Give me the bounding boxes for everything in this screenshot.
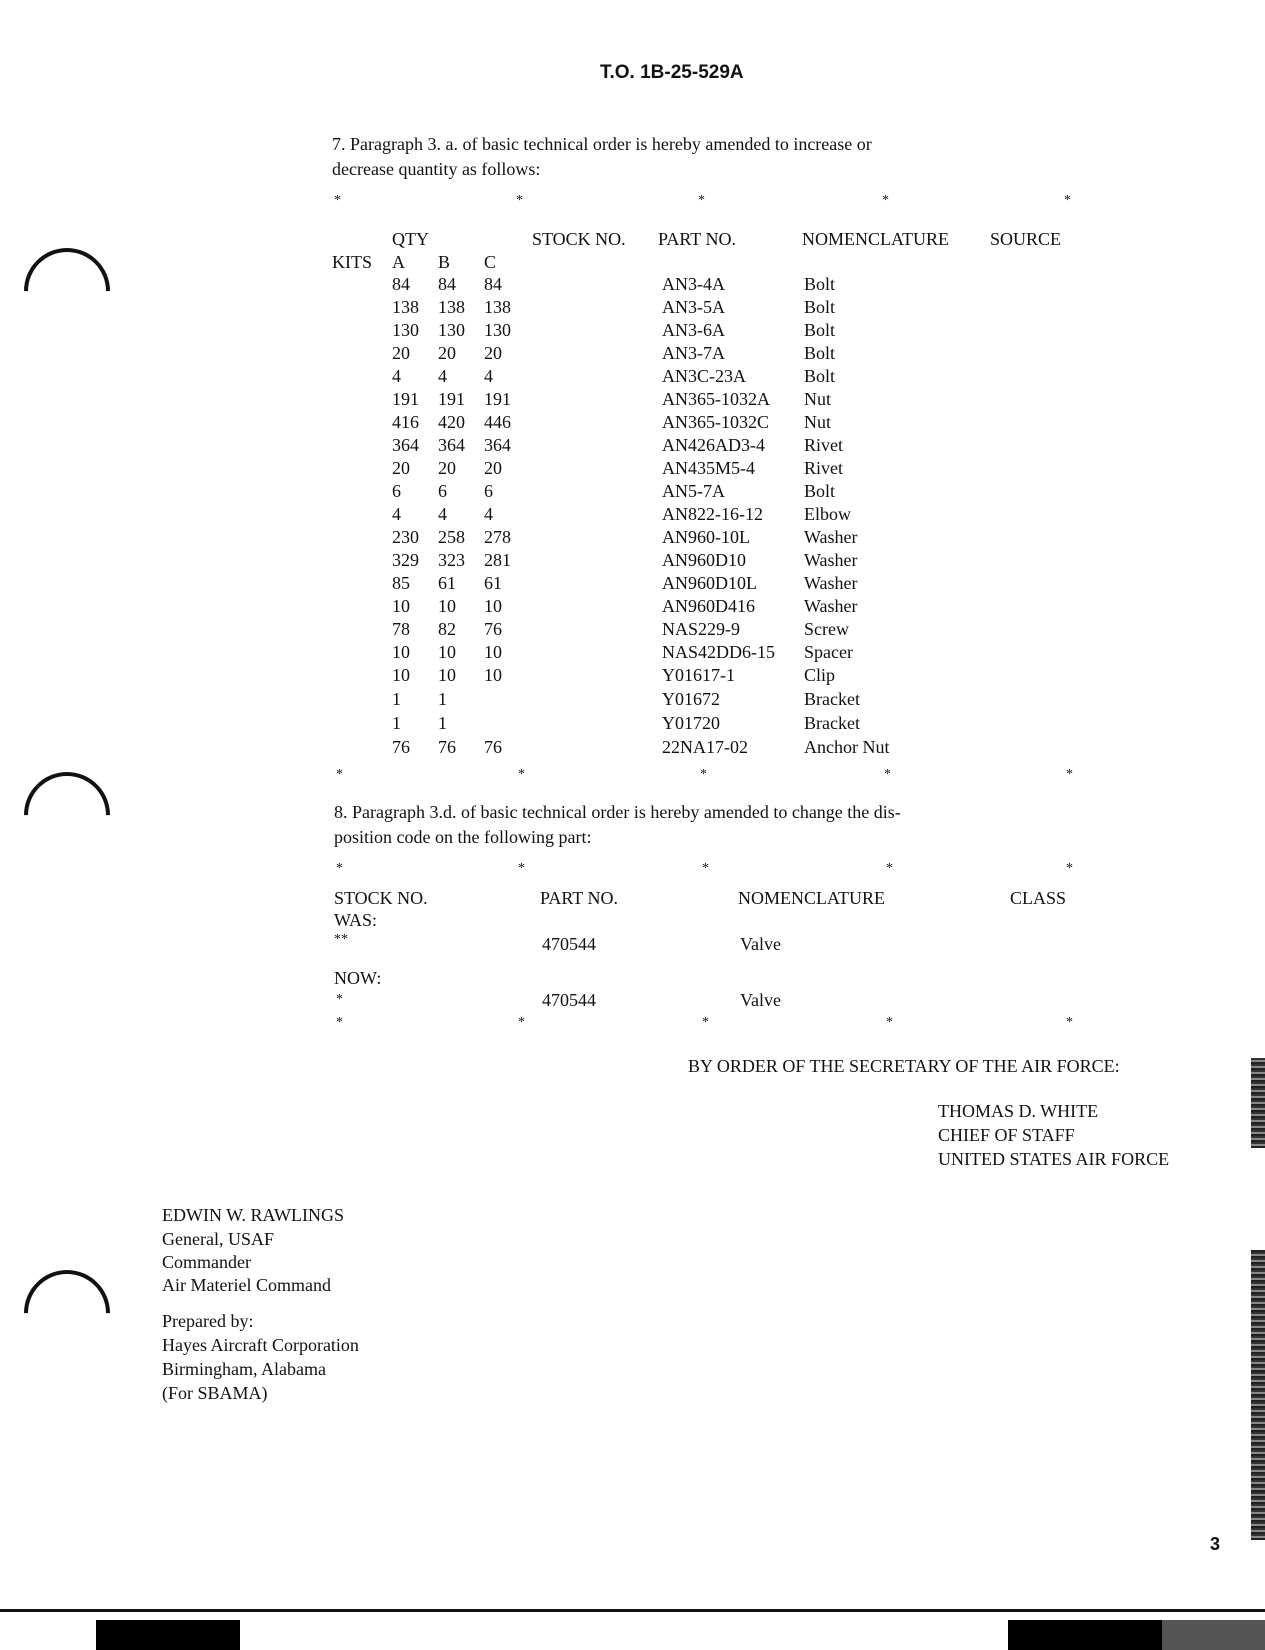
- was-stock-no: **: [334, 932, 348, 947]
- cell-nomenclature: Rivet: [804, 458, 843, 478]
- scan-edge-bar: [1008, 1620, 1265, 1650]
- cell-part-no: AN960D10L: [662, 573, 757, 593]
- cell-qty-b: 76: [438, 737, 456, 757]
- cell-part-no: AN435M5-4: [662, 458, 755, 478]
- cell-qty-a: 1: [392, 689, 401, 709]
- now-stock-no: *: [336, 992, 343, 1007]
- cell-qty-a: 84: [392, 274, 410, 294]
- omission-star: *: [336, 861, 343, 876]
- cell-qty-b: 82: [438, 619, 456, 639]
- omission-star: *: [886, 861, 893, 876]
- omission-star: *: [518, 767, 525, 782]
- cell-qty-a: 10: [392, 642, 410, 662]
- cell-qty-b: 1: [438, 689, 447, 709]
- cell-nomenclature: Bolt: [804, 366, 836, 386]
- cell-part-no: AN5-7A: [662, 481, 725, 501]
- header-stock-no: STOCK NO.: [532, 229, 626, 249]
- cell-qty-b: 323: [438, 550, 465, 570]
- was-part-no: 470544: [542, 934, 596, 954]
- omission-star: *: [518, 861, 525, 876]
- cell-qty-c: 10: [484, 642, 502, 662]
- cell-qty-b: 10: [438, 642, 456, 662]
- cell-nomenclature: Nut: [804, 389, 831, 409]
- cell-qty-a: 416: [392, 412, 419, 432]
- cell-nomenclature: Bolt: [804, 320, 836, 340]
- cell-qty-b: 4: [438, 504, 447, 524]
- chief-name: THOMAS D. WHITE: [938, 1101, 1099, 1121]
- cell-qty-a: 10: [392, 596, 410, 616]
- cell-nomenclature: Bracket: [804, 713, 860, 733]
- cell-qty-b: 20: [438, 343, 456, 363]
- cell-qty-c: 278: [484, 527, 511, 547]
- cell-part-no: AN3C-23A: [662, 366, 746, 386]
- cell-part-no: AN365-1032A: [662, 389, 770, 409]
- cell-qty-a: 130: [392, 320, 419, 340]
- cell-qty-b: 191: [438, 389, 465, 409]
- prepared-label: Prepared by:: [162, 1311, 254, 1331]
- cell-nomenclature: Bolt: [804, 297, 836, 317]
- cell-part-no: AN822-16-12: [662, 504, 763, 524]
- cell-part-no: Y01720: [662, 713, 720, 733]
- by-order-line: BY ORDER OF THE SECRETARY OF THE AIR FORCE:: [688, 1056, 1120, 1076]
- official-title: Commander: [162, 1252, 251, 1272]
- binder-hole-arc: [6, 754, 128, 876]
- official-org: Air Materiel Command: [162, 1275, 331, 1295]
- cell-part-no: AN960D10: [662, 550, 746, 570]
- cell-qty-b: 1: [438, 713, 447, 733]
- para7-text-line2: decrease quantity as follows:: [332, 159, 541, 179]
- cell-qty-c: 20: [484, 343, 502, 363]
- omission-star: *: [1066, 1015, 1073, 1030]
- cell-nomenclature: Bracket: [804, 689, 860, 709]
- cell-qty-a: 230: [392, 527, 419, 547]
- omission-star: *: [1066, 767, 1073, 782]
- cell-part-no: NAS229-9: [662, 619, 741, 639]
- cell-nomenclature: Spacer: [804, 642, 853, 662]
- cell-qty-b: 138: [438, 297, 465, 317]
- cell-qty-a: 10: [392, 665, 410, 685]
- cell-qty-b: 10: [438, 665, 456, 685]
- p8-header-part-no: PART NO.: [540, 888, 618, 908]
- cell-part-no: NAS42DD6-15: [662, 642, 776, 662]
- cell-qty-a: 1: [392, 713, 401, 733]
- cell-qty-c: 138: [484, 297, 511, 317]
- now-part-no: 470544: [542, 990, 596, 1010]
- cell-part-no: AN960D416: [662, 596, 755, 616]
- cell-nomenclature: Washer: [804, 573, 858, 593]
- header-b: B: [438, 252, 451, 272]
- scan-edge-bar: [96, 1620, 240, 1650]
- cell-qty-a: 6: [392, 481, 401, 501]
- cell-qty-c: 4: [484, 366, 493, 386]
- cell-qty-a: 329: [392, 550, 419, 570]
- header-part-no: PART NO.: [658, 229, 736, 249]
- cell-nomenclature: Washer: [804, 596, 858, 616]
- cell-qty-c: 4: [484, 504, 493, 524]
- cell-qty-c: 191: [484, 389, 511, 409]
- cell-qty-b: 258: [438, 527, 465, 547]
- now-nomenclature: Valve: [740, 990, 781, 1010]
- cell-qty-c: 84: [484, 274, 502, 294]
- cell-qty-c: 6: [484, 481, 493, 501]
- cell-qty-c: 61: [484, 573, 502, 593]
- cell-nomenclature: Washer: [804, 550, 858, 570]
- cell-part-no: AN426AD3-4: [662, 435, 765, 455]
- cell-qty-a: 78: [392, 619, 410, 639]
- cell-qty-b: 6: [438, 481, 447, 501]
- cell-nomenclature: Nut: [804, 412, 831, 432]
- p8-header-nomenclature: NOMENCLATURE: [738, 888, 885, 908]
- binder-hole-arc: [6, 230, 128, 352]
- header-nomenclature: NOMENCLATURE: [802, 229, 949, 249]
- cell-qty-a: 4: [392, 504, 401, 524]
- cell-nomenclature: Washer: [804, 527, 858, 547]
- para8-text-line1: 8. Paragraph 3.d. of basic technical order is hereby amended to change the dis-: [334, 802, 901, 822]
- omission-star: *: [884, 767, 891, 782]
- cell-part-no: Y01672: [662, 689, 720, 709]
- cell-qty-b: 84: [438, 274, 456, 294]
- cell-part-no: AN3-4A: [662, 274, 725, 294]
- p8-header-class: CLASS: [1010, 888, 1067, 908]
- cell-nomenclature: Elbow: [804, 504, 851, 524]
- cell-qty-a: 76: [392, 737, 410, 757]
- header-source: SOURCE: [990, 229, 1062, 249]
- header-c: C: [484, 252, 497, 272]
- cell-qty-c: 130: [484, 320, 511, 340]
- chief-title: CHIEF OF STAFF: [938, 1125, 1075, 1145]
- omission-star: *: [698, 193, 705, 208]
- omission-star: *: [1064, 193, 1071, 208]
- cell-part-no: AN3-7A: [662, 343, 725, 363]
- cell-qty-b: 61: [438, 573, 456, 593]
- cell-part-no: AN365-1032C: [662, 412, 769, 432]
- prepared-city: Birmingham, Alabama: [162, 1359, 326, 1379]
- para7-text-line1: 7. Paragraph 3. a. of basic technical order is hereby amended to increase or: [332, 134, 872, 154]
- cell-nomenclature: Bolt: [804, 274, 836, 294]
- cell-qty-a: 4: [392, 366, 401, 386]
- para8-text-line2: position code on the following part:: [334, 827, 592, 847]
- header-a: A: [392, 252, 405, 272]
- cell-nomenclature: Anchor Nut: [804, 737, 890, 757]
- now-label: NOW:: [334, 968, 382, 988]
- omission-star: *: [518, 1015, 525, 1030]
- cell-nomenclature: Bolt: [804, 343, 836, 363]
- page-number: 3: [1210, 1534, 1221, 1554]
- omission-star: *: [700, 767, 707, 782]
- header-qty: QTY: [392, 229, 429, 249]
- omission-star: *: [886, 1015, 893, 1030]
- cell-qty-a: 20: [392, 458, 410, 478]
- cell-qty-c: 446: [484, 412, 511, 432]
- cell-part-no: AN960-10L: [662, 527, 750, 547]
- cell-nomenclature: Bolt: [804, 481, 836, 501]
- cell-qty-c: 281: [484, 550, 511, 570]
- cell-qty-a: 191: [392, 389, 419, 409]
- bottom-rule: [0, 1609, 1265, 1612]
- cell-qty-a: 138: [392, 297, 419, 317]
- cell-qty-b: 130: [438, 320, 465, 340]
- omission-star: *: [336, 767, 343, 782]
- omission-star: *: [336, 1015, 343, 1030]
- omission-star: *: [1066, 861, 1073, 876]
- omission-star: *: [882, 193, 889, 208]
- cell-qty-b: 4: [438, 366, 447, 386]
- omission-star: *: [516, 193, 523, 208]
- omission-star: *: [702, 861, 709, 876]
- cell-qty-c: 76: [484, 737, 502, 757]
- scan-edge-strip: [1251, 1058, 1265, 1148]
- official-rank: General, USAF: [162, 1229, 274, 1249]
- scan-edge-strip: [1251, 1250, 1265, 1540]
- official-name: EDWIN W. RAWLINGS: [162, 1205, 345, 1225]
- cell-nomenclature: Rivet: [804, 435, 843, 455]
- cell-qty-c: 20: [484, 458, 502, 478]
- document-number: T.O. 1B-25-529A: [600, 62, 744, 83]
- cell-part-no: Y01617-1: [662, 665, 735, 685]
- chief-org: UNITED STATES AIR FORCE: [938, 1149, 1170, 1169]
- cell-qty-a: 364: [392, 435, 419, 455]
- cell-qty-c: 364: [484, 435, 511, 455]
- cell-qty-b: 10: [438, 596, 456, 616]
- cell-qty-a: 20: [392, 343, 410, 363]
- cell-part-no: AN3-6A: [662, 320, 725, 340]
- cell-qty-b: 420: [438, 412, 465, 432]
- omission-star: *: [702, 1015, 709, 1030]
- prepared-for: (For SBAMA): [162, 1383, 268, 1403]
- cell-qty-a: 85: [392, 573, 410, 593]
- was-label: WAS:: [334, 910, 378, 930]
- cell-nomenclature: Screw: [804, 619, 849, 639]
- binder-hole-arc: [6, 1252, 128, 1374]
- prepared-company: Hayes Aircraft Corporation: [162, 1335, 359, 1355]
- cell-nomenclature: Clip: [804, 665, 836, 685]
- omission-star: *: [334, 193, 341, 208]
- cell-qty-c: 10: [484, 665, 502, 685]
- cell-part-no: AN3-5A: [662, 297, 725, 317]
- was-nomenclature: Valve: [740, 934, 781, 954]
- cell-qty-c: 10: [484, 596, 502, 616]
- cell-qty-b: 364: [438, 435, 465, 455]
- cell-qty-b: 20: [438, 458, 456, 478]
- cell-part-no: 22NA17-02: [662, 737, 748, 757]
- p8-header-stock-no: STOCK NO.: [334, 888, 428, 908]
- header-kits: KITS: [332, 252, 372, 272]
- cell-qty-c: 76: [484, 619, 502, 639]
